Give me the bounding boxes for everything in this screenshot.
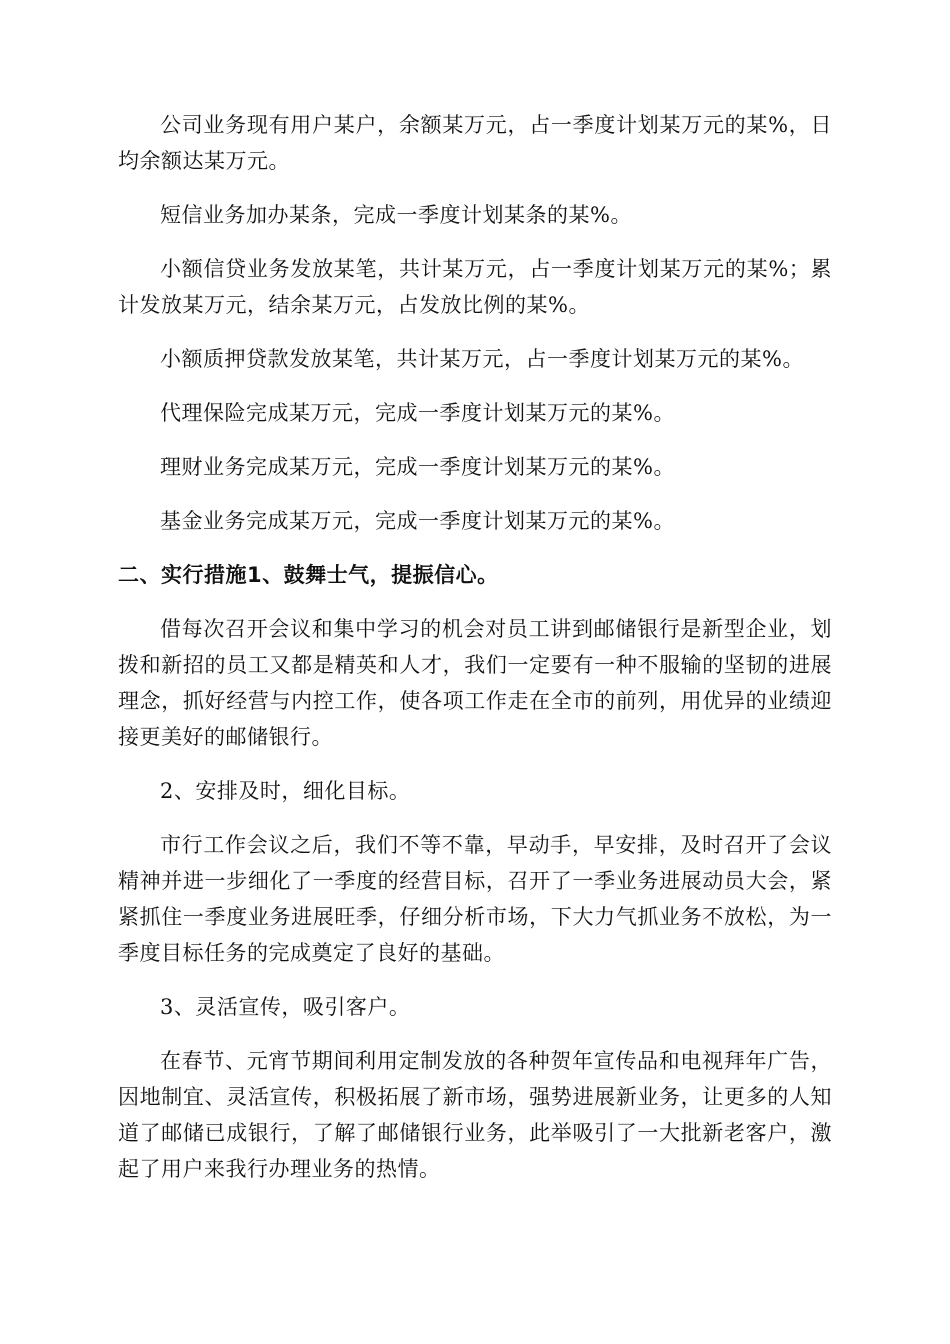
subheading-publicity: 3、灵活宣传，吸引客户。	[160, 995, 411, 1019]
section-heading: 二、实行措施1、鼓舞士气，提振信心。	[118, 563, 499, 587]
paragraph-pledge-loan: 小额质押贷款发放某笔，共计某万元，占一季度计划某万元的某%。	[160, 347, 804, 371]
paragraph-fund-business: 基金业务完成某万元，完成一季度计划某万元的某%。	[160, 509, 675, 533]
paragraph-insurance: 代理保险完成某万元，完成一季度计划某万元的某%。	[160, 401, 675, 425]
paragraph-publicity: 在春节、元宵节期间利用定制发放的各种贺年宣传品和电视拜年广告，因地制宜、灵活宣传，积极拓展了新市场，强势进展新业务，让更多的人知道了邮储已成银行，了解了邮储银行业务，此举吸引了一大批新老客户，激起了用户来我行办理业务的热情。	[118, 1049, 832, 1181]
paragraph-wealth-management: 理财业务完成某万元，完成一季度计划某万元的某%。	[160, 455, 675, 479]
paragraph-corporate-business: 公司业务现有用户某户，余额某万元，占一季度计划某万元的某%，日均余额达某万元。	[118, 113, 832, 173]
paragraph-targets: 市行工作会议之后，我们不等不靠，早动手，早安排，及时召开了会议精神并进一步细化了一季度的经营目标，召开了一季业务进展动员大会，紧紧抓住一季度业务进展旺季，仔细分析市场，下大力气抓业务不放松，为一季度目标任务的完成奠定了良好的基础。	[118, 833, 832, 965]
paragraph-sms-business: 短信业务加办某条，完成一季度计划某条的某%。	[160, 203, 632, 227]
subheading-targets: 2、安排及时，细化目标。	[160, 779, 411, 803]
paragraph-morale: 借每次召开会议和集中学习的机会对员工讲到邮储银行是新型企业，划拨和新招的员工又都是精英和人才，我们一定要有一种不服输的坚韧的进展理念，抓好经营与内控工作，使各项工作走在全市的前列，用优异的业绩迎接更美好的邮储银行。	[118, 617, 832, 749]
paragraph-microcredit: 小额信贷业务发放某笔，共计某万元，占一季度计划某万元的某%；累计发放某万元，结余某万元，占发放比例的某%。	[118, 257, 832, 317]
